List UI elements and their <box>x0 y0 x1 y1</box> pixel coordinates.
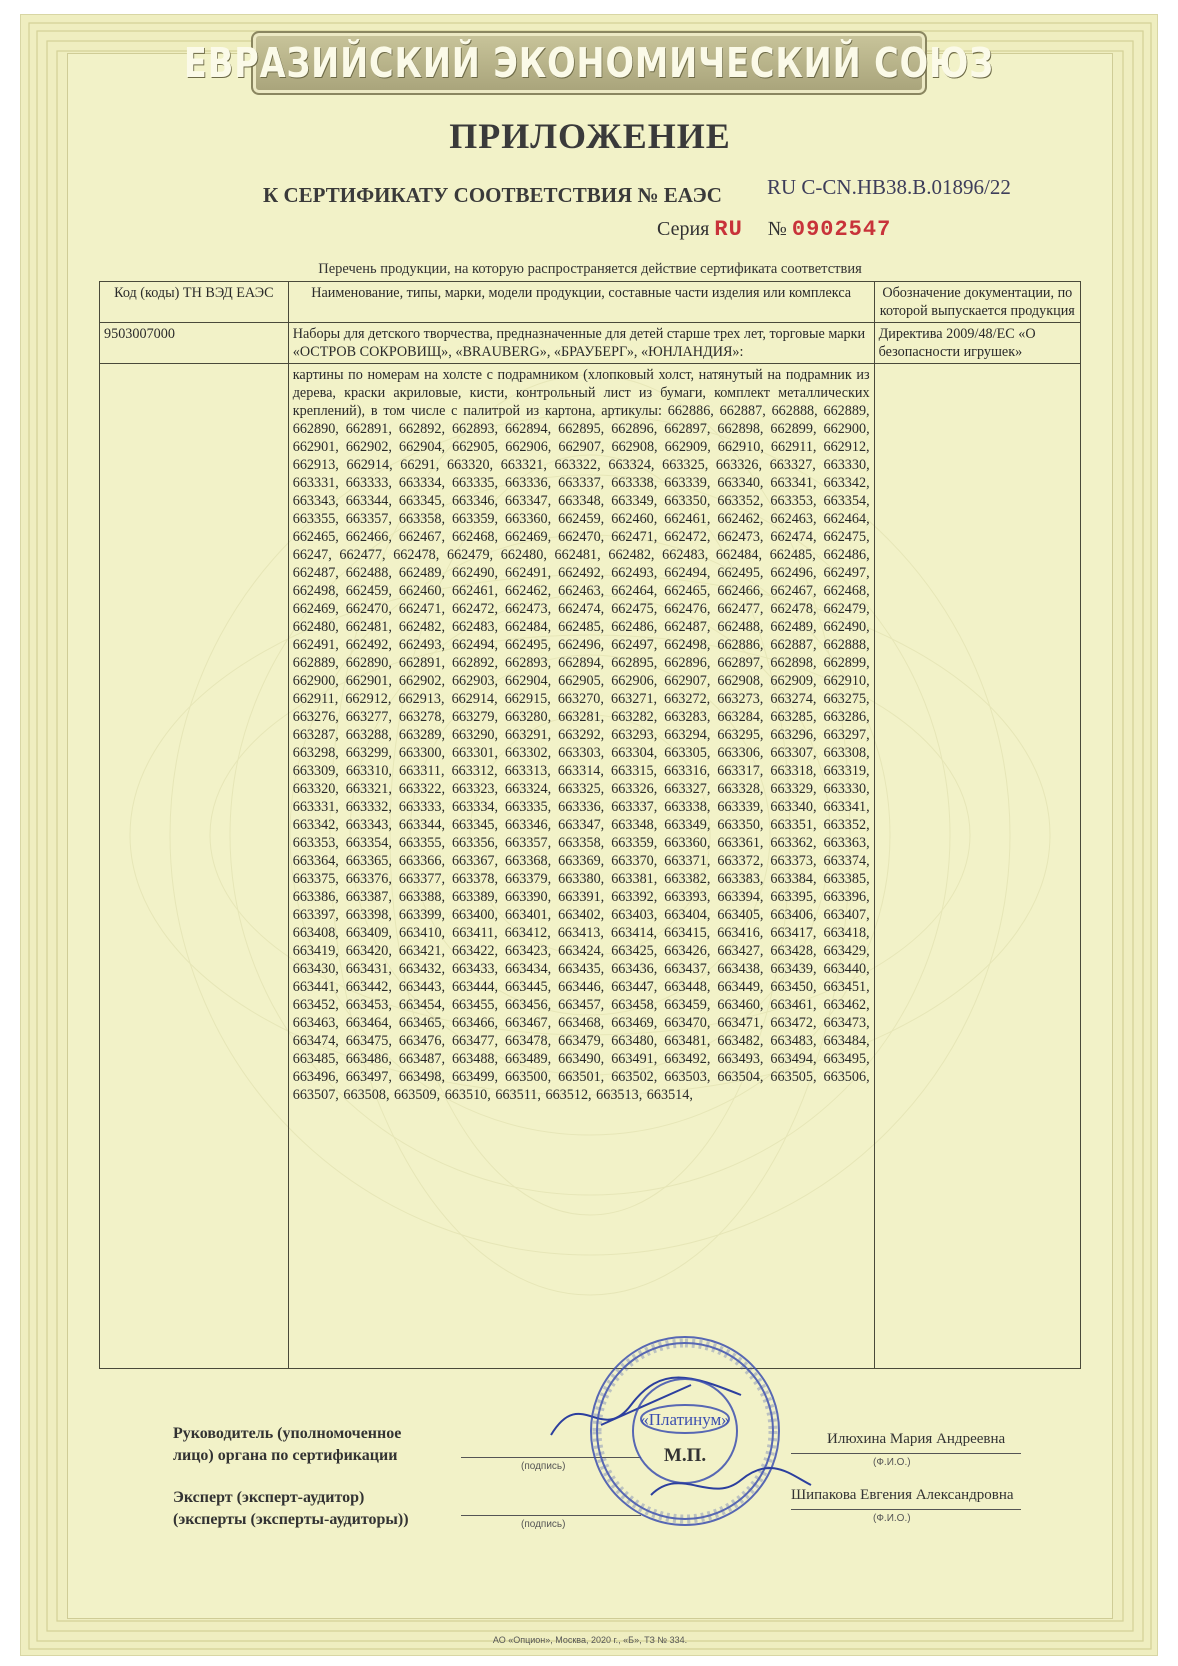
stamp-mp: М.П. <box>663 1445 707 1466</box>
expert-fio-caption: (Ф.И.О.) <box>873 1513 911 1524</box>
header-doc: Обозначение документации, по которой выпускается продукция <box>874 282 1080 323</box>
series-value: RU <box>714 217 743 242</box>
expert-fio-line <box>791 1509 1021 1510</box>
printer-line: АО «Опцион», Москва, 2020 г., «Б», ТЗ № 334. <box>492 1635 688 1645</box>
head-fio-line <box>791 1453 1021 1454</box>
products-table <box>99 281 1081 1369</box>
head-name: Илюхина Мария Андреевна <box>827 1431 1006 1447</box>
document-title: ПРИЛОЖЕНИЕ <box>449 116 731 156</box>
row1-doc: Директива 2009/48/ЕС «О безопасности игрушек» <box>874 323 1080 364</box>
number-value: 0902547 <box>791 217 892 242</box>
table-header-row <box>100 282 1081 323</box>
head-fio-caption: (Ф.И.О.) <box>873 1457 911 1468</box>
certificate-number: RU C-CN.HB38.B.01896/22 <box>767 175 1011 199</box>
list-caption: Перечень продукции, на которую распространяется действие сертификата соответствия <box>318 261 862 277</box>
expert-name: Шипакова Евгения Александровна <box>791 1487 1014 1503</box>
expert-label-line1: Эксперт (эксперт-аудитор) <box>173 1489 365 1506</box>
eaes-banner <box>183 31 995 95</box>
row2-code <box>100 364 289 1369</box>
row1-name: Наборы для детского творчества, предназначенные для детей старше трех лет, торговые марки «ОСТРОВ СОКРОВИЩ», «BRAUBERG», «БРАУБЕРГ», «ЮНЛАНДИЯ»: <box>288 323 874 364</box>
banner-text: ЕВРАЗИЙСКИЙ ЭКОНОМИЧЕСКИЙ СОЮЗ <box>183 39 995 87</box>
number-label: № <box>767 218 787 240</box>
head-label-line1: Руководитель (уполномоченное <box>173 1425 402 1442</box>
row2-doc <box>874 364 1080 1369</box>
header-code: Код (коды) ТН ВЭД ЕАЭС <box>100 282 289 323</box>
series-row <box>657 217 891 242</box>
table-row <box>100 323 1081 364</box>
stamp-center-text: «Платинум» <box>640 1410 730 1429</box>
document-subtitle: К СЕРТИФИКАТУ СООТВЕТСТВИЯ № ЕАЭС <box>263 183 722 207</box>
head-signature-caption: (подпись) <box>521 1461 566 1472</box>
series-label: Серия <box>657 218 710 240</box>
row1-code: 9503007000 <box>100 323 289 364</box>
header-name: Наименование, типы, марки, модели продукции, составные части изделия или комплекса <box>288 282 874 323</box>
certificate-sheet <box>20 14 1158 1656</box>
expert-label-line2: (эксперты (эксперты-аудиторы)) <box>173 1511 409 1528</box>
table-row <box>100 364 1081 1369</box>
head-label-line2: лицо) органа по сертификации <box>173 1447 398 1464</box>
expert-signature <box>641 1455 821 1515</box>
row2-articles: картины по номерам на холсте с подрамником (хлопковый холст, натянутый на подрамник из дерева, краски акриловые, кисти, контрольный лист из бумаги, комплект металлических креплений), в том числе с палитрой из картона, артикулы: 662886, 662887, 662888, 662889, 662890, 662891, 662892, 662893, 662894, 662895, 662896, 662897, 662898, 662899, 662900, 662901, 662902, 662904, 662905, 662906, 662907, 662908, 662909, 662910, 662911, 662912, 662913, 662914, 66291, 663320, 663321, 663322, 663324, 663325, 663326, 663327, 663330, 663331, 663333, 663334, 663335, 663336, 663337, 663338, 663339, 663340, 663341, 663342, 663343, 663344, 663345, 663346, 663347, 663348, 663349, 663350, 663352, 663353, 663354, 663355, 663357, 663358, 663359, 663360, 662459, 662460, 662461, 662462, 662463, 662464, 662465, 662466, 662467, 662468, 662469, 662470, 662471, 662472, 662473, 662474, 662475, 66247, 662477, 662478, 662479, 662480, 662481, 662482, 662483, 662484, 662485, 662486, 662487, 662488, 662489, 662490, 662491, 662492, 662493, 662494, 662495, 662496, 662497, 662498, 662459, 662460, 662461, 662462, 662463, 662464, 662465, 662466, 662467, 662468, 662469, 662470, 662471, 662472, 662473, 662474, 662475, 662476, 662477, 662478, 662479, 662480, 662481, 662482, 662483, 662484, 662485, 662486, 662487, 662488, 662489, 662490, 662491, 662492, 662493, 662494, 662495, 662496, 662497, 662498, 662886, 662887, 662888, 662889, 662890, 662891, 662892, 662893, 662894, 662895, 662896, 662897, 662898, 662899, 662900, 662901, 662902, 662903, 662904, 662905, 662906, 662907, 662908, 662909, 662910, 662911, 662912, 662913, 662914, 662915, 663270, 663271, 663272, 663273, 663274, 663275, 663276, 663277, 663278, 663279, 663280, 663281, 663282, 663283, 663284, 663285, 663286, 663287, 663288, 663289, 663290, 663291, 663292, 663293, 663294, 663295, 663296, 663297, 663298, 663299, 663300, 663301, 663302, 663303, 663304, 663305, 663306, 663307, 663308, 663309, 663310, 663311, 663312, 663313, 663314, 663315, 663316, 663317, 663318, 663319, 663320, 663321, 663322, 663323, 663324, 663325, 663326, 663327, 663328, 663329, 663330, 663331, 663332, 663333, 663334, 663335, 663336, 663337, 663338, 663339, 663340, 663341, 663342, 663343, 663344, 663345, 663346, 663347, 663348, 663349, 663350, 663351, 663352, 663353, 663354, 663355, 663356, 663357, 663358, 663359, 663360, 663361, 663362, 663363, 663364, 663365, 663366, 663367, 663368, 663369, 663370, 663371, 663372, 663373, 663374, 663375, 663376, 663377, 663378, 663379, 663380, 663381, 663382, 663383, 663384, 663385, 663386, 663387, 663388, 663389, 663390, 663391, 663392, 663393, 663394, 663395, 663396, 663397, 663398, 663399, 663400, 663401, 663402, 663403, 663404, 663405, 663406, 663407, 663408, 663409, 663410, 663411, 663412, 663413, 663414, 663415, 663416, 663417, 663418, 663419, 663420, 663421, 663422, 663423, 663424, 663425, 663426, 663427, 663428, 663429, 663430, 663431, 663432, 663433, 663434, 663435, 663436, 663437, 663438, 663439, 663440, 663441, 663442, 663443, 663444, 663445, 663446, 663447, 663448, 663449, 663450, 663451, 663452, 663453, 663454, 663455, 663456, 663457, 663458, 663459, 663460, 663461, 663462, 663463, 663464, 663465, 663466, 663467, 663468, 663469, 663470, 663471, 663472, 663473, 663474, 663475, 663476, 663477, 663478, 663479, 663480, 663481, 663482, 663483, 663484, 663485, 663486, 663487, 663488, 663489, 663490, 663491, 663492, 663493, 663494, 663495, 663496, 663497, 663498, 663499, 663500, 663501, 663502, 663503, 663504, 663505, 663506, 663507, 663508, 663509, 663510, 663511, 663512, 663513, 663514, <box>288 364 874 1369</box>
expert-signature-caption: (подпись) <box>521 1519 566 1530</box>
